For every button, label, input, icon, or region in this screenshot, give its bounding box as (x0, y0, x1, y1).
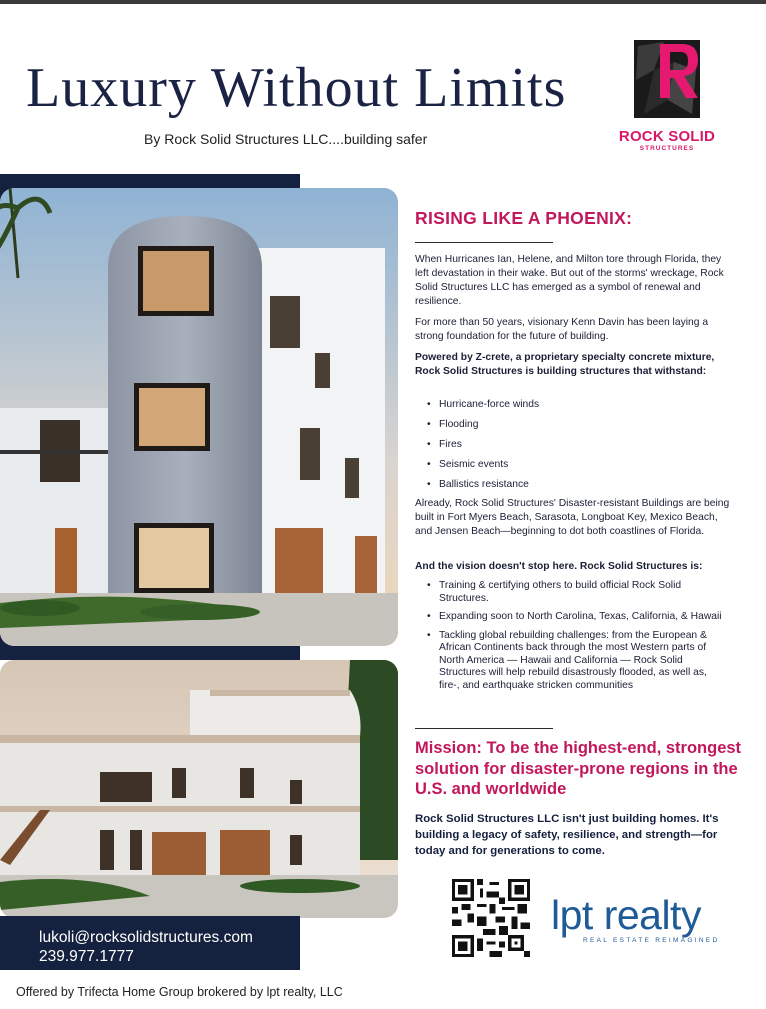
divider (415, 728, 553, 729)
footer-offered: Offered by Trifecta Home Group brokered by lpt realty, LLC (16, 985, 343, 999)
contact-block (39, 928, 253, 966)
legacy-statement: Rock Solid Structures LLC isn't just building homes. It's building a legacy of safety, resilience, and strength—for today and for generations to come. (415, 813, 719, 857)
lpt-realty-logo (551, 892, 720, 944)
qr-code-icon[interactable] (452, 879, 530, 957)
page-title: Luxury Without Limits (26, 57, 567, 119)
paragraph-founder: For more than 50 years, visionary Kenn Davin has been laying a strong foundation for the future of building. (415, 317, 709, 342)
divider (415, 242, 553, 243)
logo-name: ROCK SOLID (618, 128, 716, 145)
lpt-realty-name: lpt realty (551, 892, 701, 938)
section-heading: RISING LIKE A PHOENIX: (415, 208, 633, 228)
house-photo-main (0, 188, 398, 646)
vision-list (425, 580, 725, 698)
lpt-realty-tagline: REAL ESTATE REIMAGINED (583, 937, 720, 944)
list-item: • Flooding (425, 418, 725, 438)
mission-statement: Mission: To be the highest-end, strongest solution for disaster-prone regions in the U.S. and worldwide (415, 739, 742, 798)
withstand-list (425, 398, 725, 498)
paragraph-vision: And the vision doesn't stop here. Rock Solid Structures is: (415, 561, 703, 572)
paragraph-zcrete: Powered by Z-crete, a proprietary specialty concrete mixture, Rock Solid Structures is building structures that withstand: (415, 352, 715, 377)
list-item: • Tackling global rebuilding challenges: from the European & African Continents back through the most Western parts of North America — Hawaii and California — Rock Solid Structures will help rebuild disastrously flooded, as well as, fire-, and earthquake stricken communities (425, 630, 725, 693)
top-border (0, 0, 766, 4)
house-photo-secondary (0, 660, 398, 918)
rock-solid-logo (604, 38, 730, 154)
paragraph-hurricanes: When Hurricanes Ian, Helene, and Milton tore through Florida, they left devastation in their wake. But out of the storms' wreckage, Rock Solid Structures LLC has emerged as a symbol of renewal and resilience. (415, 254, 724, 307)
contact-phone[interactable]: 239.977.1777 (39, 948, 134, 965)
logo-subtitle: STRUCTURES (639, 145, 695, 152)
list-item: • Training & certifying others to build official Rock Solid Structures. (425, 580, 725, 605)
list-item: • Hurricane-force winds (425, 398, 725, 418)
paragraph-locations: Already, Rock Solid Structures' Disaster-resistant Buildings are being built in Fort Myers Beach, Sarasota, Longboat Key, Mexico Beach, and Jensen Beach—beginning to dot both coastlines of Florida. (415, 498, 730, 537)
list-item: • Expanding soon to North Carolina, Texas, California, & Hawaii (425, 611, 725, 624)
list-item: • Seismic events (425, 458, 725, 478)
byline: By Rock Solid Structures LLC....building safer (144, 131, 428, 147)
contact-email[interactable]: lukoli@rocksolidstructures.com (39, 929, 253, 946)
rock-solid-r-icon (634, 40, 700, 118)
list-item: • Fires (425, 438, 725, 458)
list-item: • Ballistics resistance (425, 478, 725, 498)
